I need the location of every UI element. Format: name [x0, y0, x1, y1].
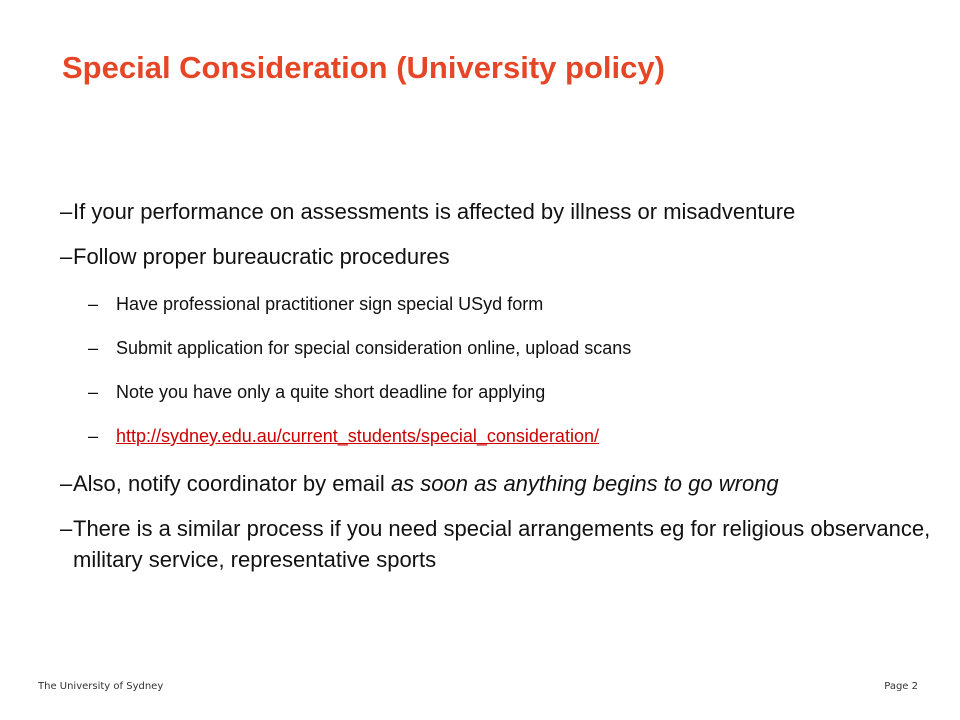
- sub-bullet-item: [60, 380, 940, 404]
- bullet-dash: –: [88, 382, 99, 402]
- bullet-dash: –: [60, 471, 73, 496]
- footer-institution: The University of Sydney: [38, 681, 164, 692]
- bullet-list: [60, 196, 940, 575]
- sub-bullet-item: [60, 336, 940, 360]
- bullet-dash: –: [88, 338, 99, 358]
- bullet-dash: –: [60, 244, 73, 269]
- bullet-text-content: If your performance on assessments is affected by illness or misadventure: [73, 199, 796, 224]
- bullet-text: [60, 468, 940, 499]
- slide-title: Special Consideration (University policy): [62, 50, 665, 85]
- footer-page-number: Page 2: [884, 681, 918, 692]
- bullet-text-plain: Also, notify coordinator by email: [73, 471, 391, 496]
- bullet-dash: –: [60, 199, 73, 224]
- bullet-dash: –: [88, 294, 99, 314]
- sub-bullet-item: [60, 292, 940, 316]
- bullet-dash: –: [88, 426, 99, 446]
- bullet-item: [60, 513, 940, 575]
- sub-bullet-item: [60, 424, 940, 448]
- sub-bullet-text: Note you have only a quite short deadline for applying: [116, 382, 546, 402]
- bullet-text: [60, 196, 940, 227]
- bullet-text: Follow proper bureaucratic procedures: [73, 244, 450, 269]
- special-consideration-link[interactable]: http://sydney.edu.au/current_students/special_consideration/: [116, 426, 599, 446]
- bullet-item: [60, 196, 940, 227]
- sub-bullet-text: Submit application for special consideration online, upload scans: [116, 338, 632, 358]
- bullet-text: There is a similar process if you need special arrangements eg for religious observance, military service, representative sports: [73, 516, 931, 572]
- bullet-item: [60, 241, 940, 272]
- sub-bullet-text: Have professional practitioner sign special USyd form: [116, 294, 544, 314]
- bullet-text-emphasis: as soon as anything begins to go wrong: [390, 471, 779, 496]
- bullet-item: [60, 468, 940, 499]
- bullet-dash: –: [60, 516, 73, 541]
